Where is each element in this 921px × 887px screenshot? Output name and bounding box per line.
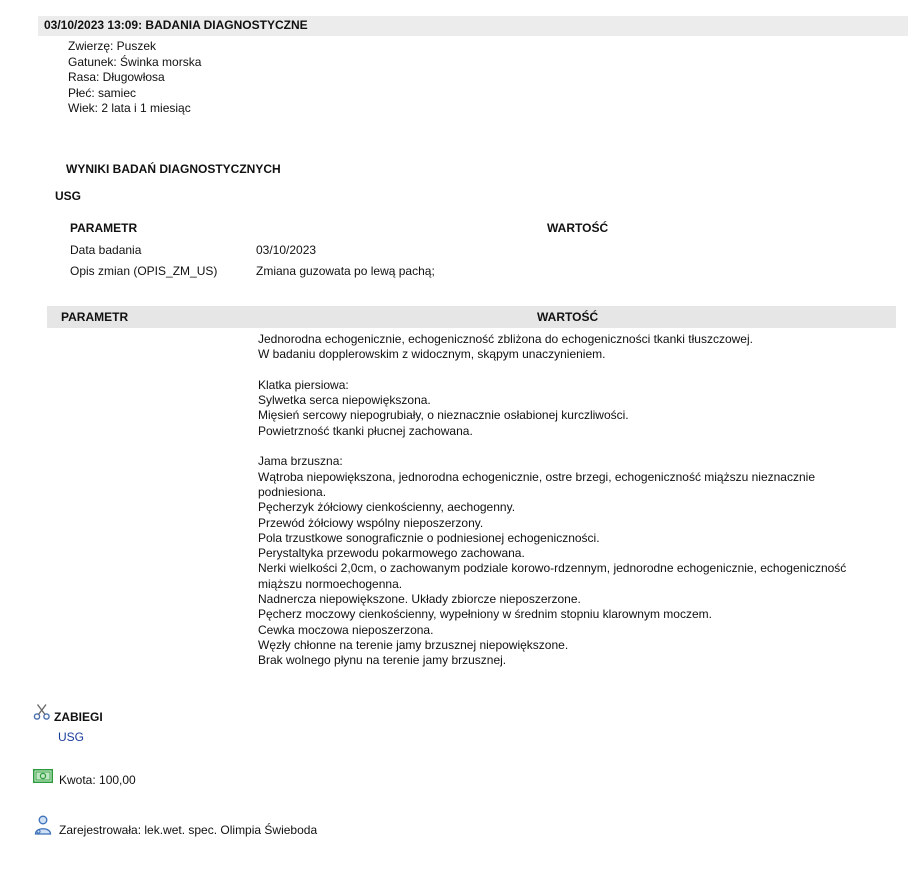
table2-value-header: WARTOŚĆ (537, 310, 599, 324)
desc-line: Pola trzustkowe sonograficznie o podniesionej echogeniczności. (258, 530, 600, 545)
desc-line: Nerki wielkości 2,0cm, o zachowanym podziale korowo-rdzennym, jednorodne echogenicznie, echogeniczność miąższu normoechogenna. (258, 561, 847, 591)
page-title: 03/10/2023 13:09: BADANIA DIAGNOSTYCZNE (44, 18, 308, 32)
table1-row-date-param: Data badania (70, 243, 142, 257)
patient-name: Zwierzę: Puszek (68, 39, 157, 53)
desc-line: Jama brzuszna: (258, 454, 343, 469)
results-title: WYNIKI BADAŃ DIAGNOSTYCZNYCH (66, 162, 281, 176)
desc-line: Brak wolnego płynu na terenie jamy brzusznej. (258, 653, 507, 668)
desc-line: Klatka piersiowa: (258, 377, 349, 392)
patient-age: Wiek: 2 lata i 1 miesiąc (68, 101, 191, 116)
desc-line: Cewka moczowa nieposzerzona. (258, 622, 434, 637)
amount-text: Kwota: 100,00 (59, 773, 136, 787)
desc-line: Pęcherzyk żółciowy cienkościenny, aechogenny. (258, 500, 516, 515)
scissors-icon (33, 703, 51, 724)
desc-line: Mięsień sercowy niepogrubiały, o nieznacznie osłabionej kurczliwości. (258, 408, 629, 423)
exam-name: USG (55, 189, 82, 203)
table2-header-bar (47, 306, 896, 328)
money-icon (33, 769, 53, 786)
desc-line: Sylwetka serca niepowiększona. (258, 393, 431, 408)
desc-line: Pęcherz moczowy cienkościenny, wypełniony w średnim stopniu klarownym moczem. (258, 607, 712, 622)
patient-species: Gatunek: Świnka morska (68, 54, 202, 69)
patient-breed: Rasa: Długowłosa (68, 70, 165, 85)
table2-param-header: PARAMETR (61, 310, 129, 324)
desc-line: Nadnercza niepowiększone. Układy zbiorcze nieposzerzone. (258, 592, 581, 607)
desc-gap (258, 439, 878, 454)
desc-line: Węzły chłonne na terenie jamy brzusznej niepowiększone. (258, 637, 569, 652)
procedures-title: ZABIEGI (54, 710, 103, 724)
person-icon (34, 815, 52, 838)
patient-sex: Płeć: samiec (68, 85, 137, 100)
table1-row-date-value: 03/10/2023 (256, 243, 317, 257)
desc-line: Przewód żółciowy wspólny nieposzerzony. (258, 515, 484, 530)
procedure-usg-link[interactable]: USG (58, 730, 85, 744)
patient-info (68, 39, 201, 117)
table1-param-header: PARAMETR (70, 221, 138, 235)
desc-gap (258, 363, 878, 378)
desc-line: Perystaltyka przewodu pokarmowego zachowana. (258, 546, 525, 561)
desc-line: Jednorodna echogenicznie, echogeniczność zbliżona do echogeniczności tkanki tłuszczowej. (258, 332, 753, 346)
desc-line: Powietrzność tkanki płucnej zachowana. (258, 423, 473, 438)
table1-row-desc-value: Zmiana guzowata po lewą pachą; (256, 264, 435, 278)
table1-row-desc-param: Opis zmian (OPIS_ZM_US) (70, 264, 218, 278)
table1-value-header: WARTOŚĆ (547, 221, 609, 235)
ultrasound-description (258, 332, 878, 669)
desc-line: W badaniu dopplerowskim z widocznym, skąpym unaczynieniem. (258, 347, 606, 362)
registered-by-text: Zarejestrowała: lek.wet. spec. Olimpia Świeboda (59, 823, 318, 837)
desc-line: Wątroba niepowiększona, jednorodna echogenicznie, ostre brzegi, echogeniczność miąższu nieznacznie podniesiona. (258, 469, 815, 499)
